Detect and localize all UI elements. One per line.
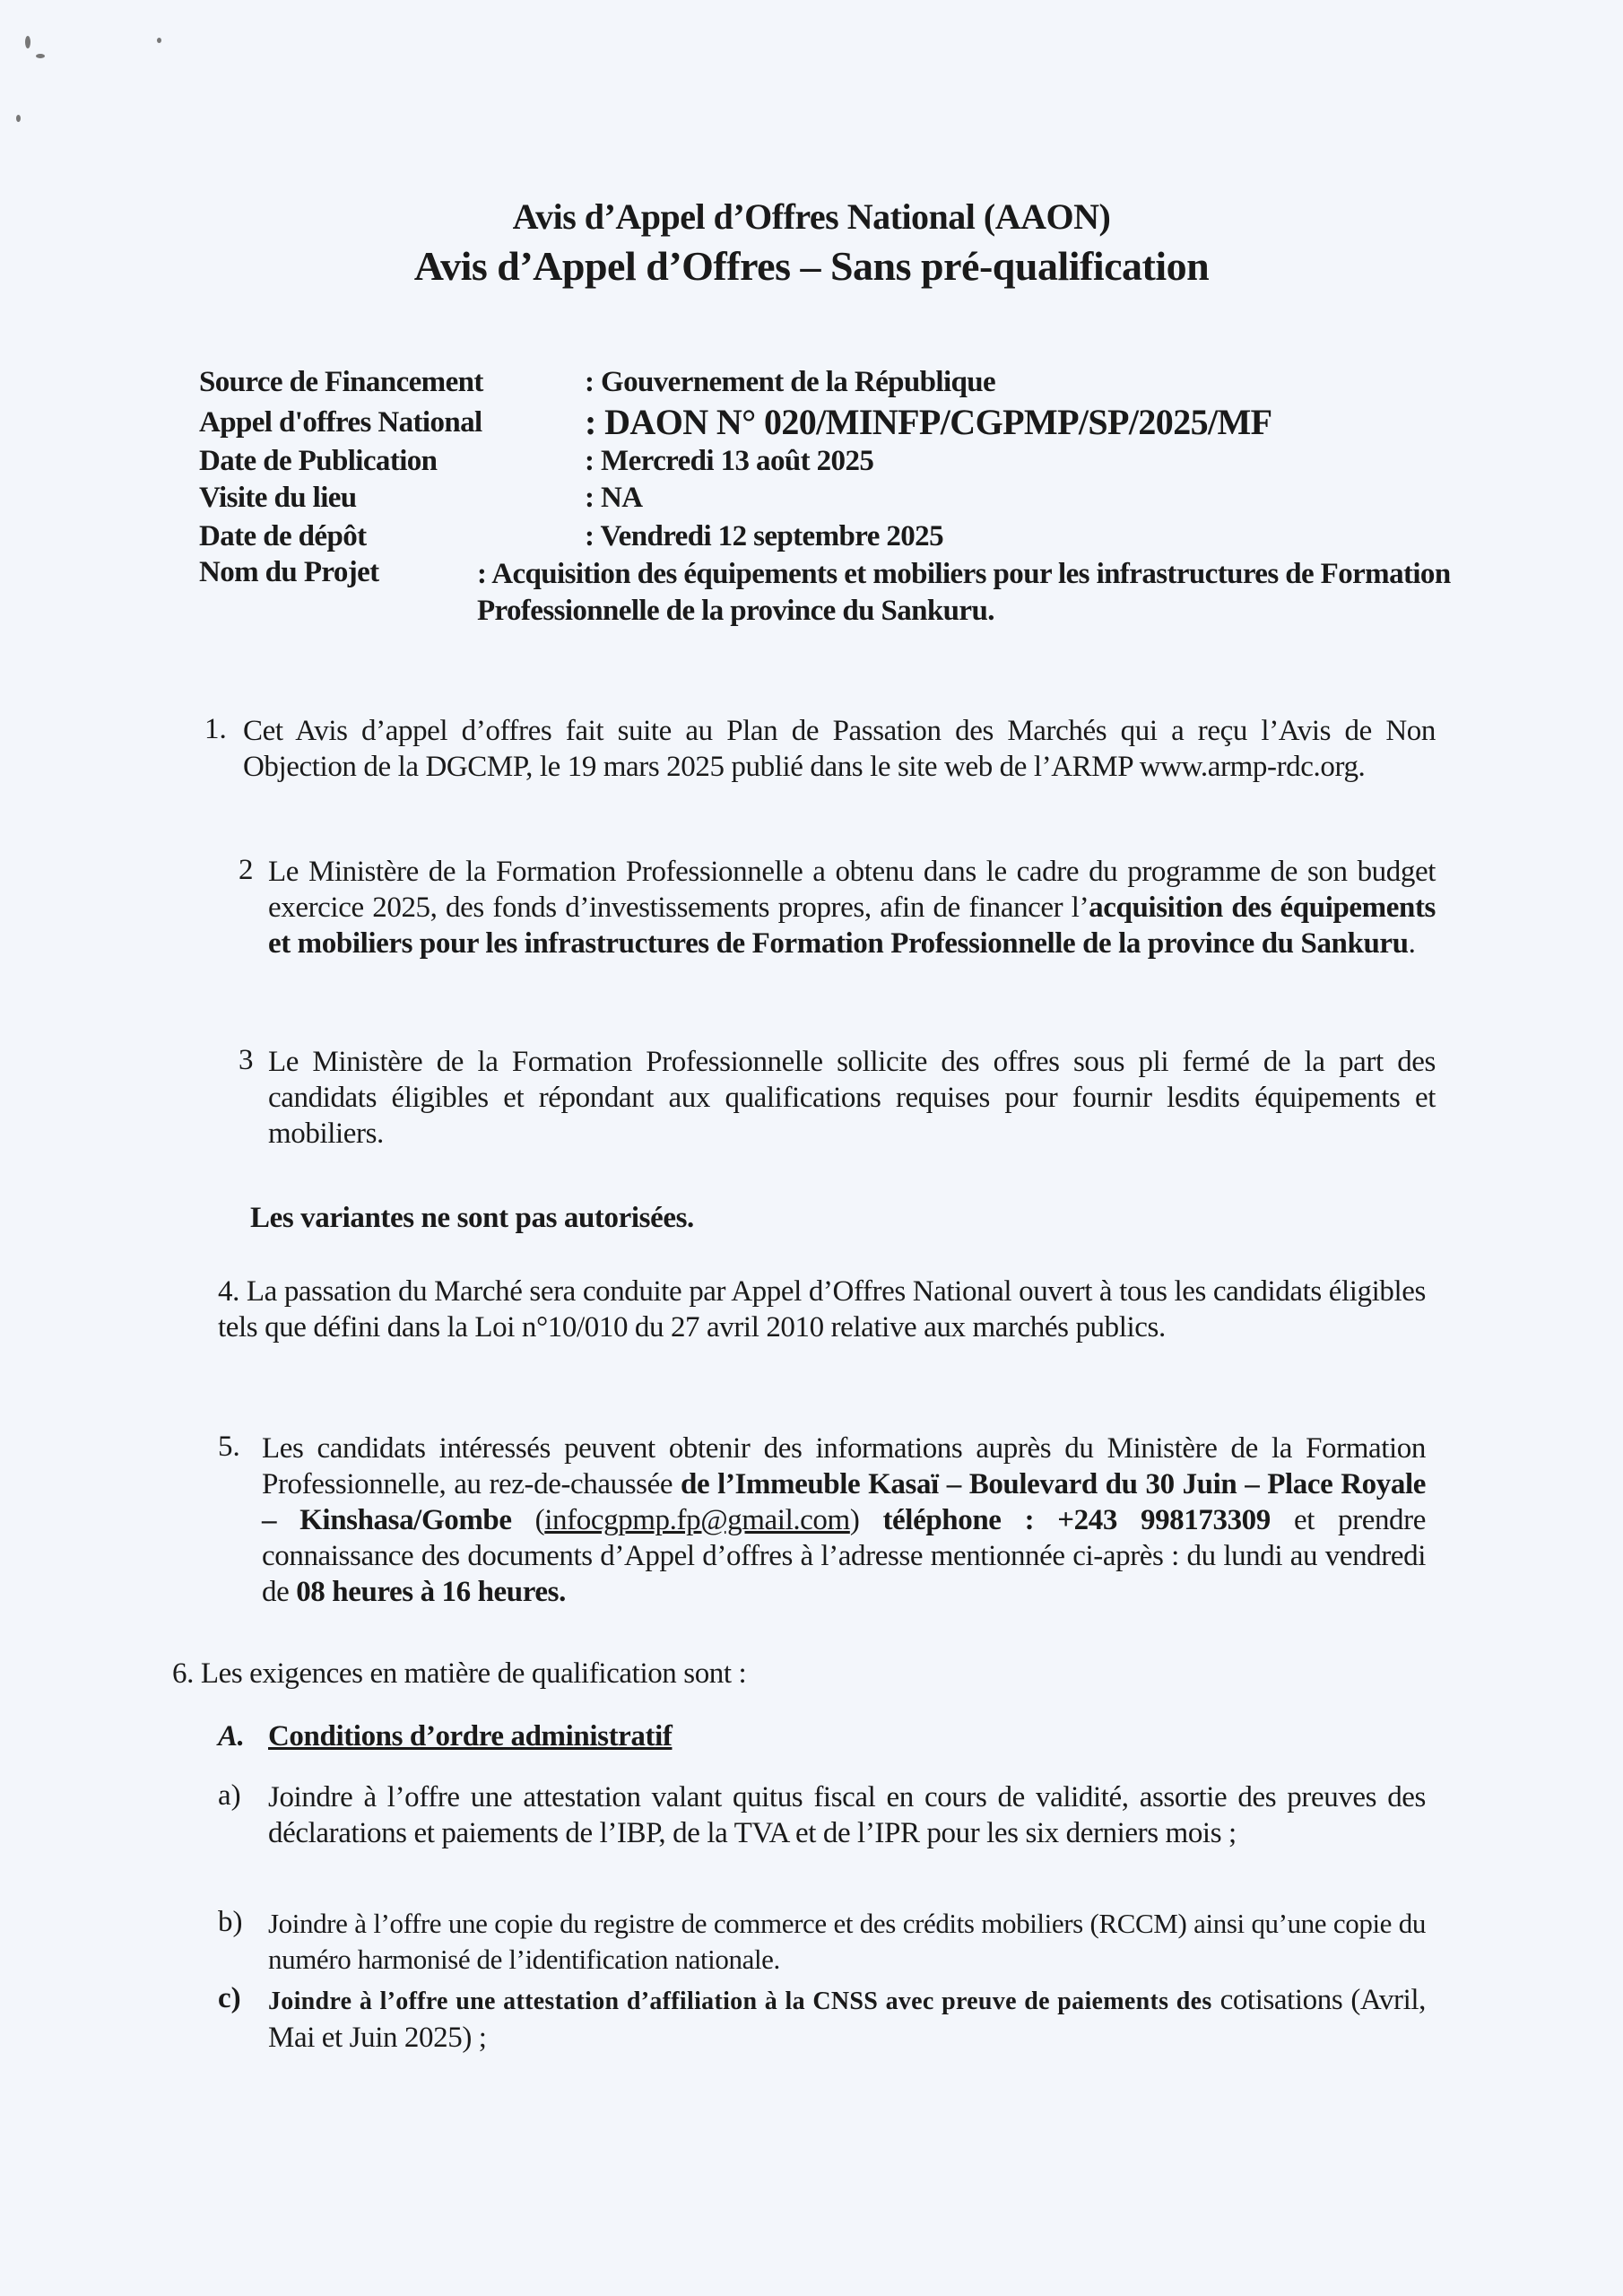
info-value: : Gouvernement de la République [585, 366, 996, 398]
scan-speck [25, 36, 30, 48]
para-text: . [1408, 927, 1416, 960]
para-number: 5. [218, 1431, 240, 1463]
para-text: et prendre connaissance des documents d’Appel d’offres à l’adresse mentionnée ci-après : du lundi au vendredi de [262, 1504, 1426, 1608]
item-letter: b) [218, 1906, 243, 1938]
paragraph-4 [218, 1274, 1426, 1345]
paragraph-1: Cet Avis d’appel d’offres fait suite au Plan de Passation des Marchés qui a reçu l’Avis de Non Objection de la DGCMP, le 19 mars 2025 publié dans le site web de l’ARMP www.armp-rdc.org. [243, 715, 1436, 783]
item-c [268, 1982, 1426, 2056]
info-label: Nom du Projet [199, 556, 379, 588]
para-bold-text: acquisition des équipements et mobiliers pour les infrastructures de Formation Professionnelle de la province du Sankuru [268, 891, 1436, 960]
section-a-heading [218, 1718, 673, 1754]
info-label: Source de Financement [199, 366, 483, 398]
info-value: : Mercredi 13 août 2025 [585, 445, 874, 477]
scan-speck [36, 54, 45, 58]
paragraph-5 [262, 1431, 1426, 1610]
item-letter: a) [218, 1779, 241, 1812]
para-number: 3 [239, 1044, 254, 1076]
info-label: Appel d'offres National [199, 406, 482, 439]
info-value: : Acquisition des équipements et mobiliers pour les infrastructures de Formation Professionnelle de la province du Sankuru. [477, 558, 1451, 627]
info-label: Date de dépôt [199, 520, 367, 552]
info-label: Date de Publication [199, 445, 438, 477]
para-number: 1. [204, 713, 227, 745]
para-text: Le Ministère de la Formation Professionnelle a obtenu dans le cadre du programme de son budget exercice 2025, des fonds d’investissements propres, afin de financer l’ [268, 856, 1436, 924]
scan-speck [16, 115, 21, 122]
para-text: Les candidats intéressés peuvent obtenir des informations auprès du Ministère de la Formation Professionnelle, au rez-de-chaussée [262, 1432, 1426, 1500]
info-label: Visite du lieu [199, 482, 357, 514]
para-text: ( [511, 1504, 545, 1536]
info-value: : DAON N° 020/MINFP/CGPMP/SP/2025/MF [585, 402, 1272, 442]
section-letter: A. [218, 1720, 245, 1752]
paragraph-2 [268, 854, 1436, 961]
para-number: 6. [172, 1657, 194, 1690]
title-line-1: Avis d’Appel d’Offres National (AAON) [512, 196, 1111, 237]
phone: téléphone : +243 998173309 [859, 1504, 1271, 1536]
info-value: : NA [585, 482, 643, 514]
info-value: : Vendredi 12 septembre 2025 [585, 520, 943, 552]
item-letter: c) [218, 1982, 241, 2014]
item-bold-text: Joindre à l’offre une attestation d’affiliation à la CNSS avec preuve de paiements des [268, 1987, 1212, 2015]
scan-speck [157, 38, 161, 43]
hours: 08 heures à 16 heures. [296, 1576, 566, 1608]
item-text: cotisations (Avril, Mai et Juin 2025) ; [268, 1984, 1426, 2054]
para-number: 4. [218, 1275, 239, 1308]
section-title: Conditions d’ordre administratif [268, 1720, 673, 1752]
paragraph-3: Le Ministère de la Formation Professionnelle sollicite des offres sous pli fermé de la part des candidats éligibles et répondant aux qualifications requises pour fournir lesdits équipements et mobiliers. [268, 1046, 1436, 1150]
address: de l’Immeuble Kasaï – Boulevard du 30 Juin – Place Royale – Kinshasa/Gombe [262, 1468, 1426, 1536]
paragraph-6 [172, 1656, 746, 1692]
variantes-note: Les variantes ne sont pas autorisées. [250, 1202, 694, 1234]
para-text: ) [849, 1504, 860, 1536]
para-number: 2 [239, 854, 254, 886]
para-text: Les exigences en matière de qualification sont : [200, 1657, 747, 1690]
item-b: Joindre à l’offre une copie du registre de commerce et des crédits mobiliers (RCCM) ainsi qu’une copie du numéro harmonisé de l’identification nationale. [268, 1908, 1426, 1975]
email-link[interactable]: infocgpmp.fp@gmail.com [544, 1504, 850, 1536]
para-text: La passation du Marché sera conduite par Appel d’Offres National ouvert à tous les candidats éligibles tels que défini dans la Loi n°10/010 du 27 avril 2010 relative aux marchés publics. [218, 1275, 1426, 1344]
title-line-2: Avis d’Appel d’Offres – Sans pré-qualification [413, 243, 1210, 289]
item-a: Joindre à l’offre une attestation valant quitus fiscal en cours de validité, assortie des preuves des déclarations et paiements de l’IBP, de la TVA et de l’IPR pour les six derniers mois ; [268, 1781, 1426, 1849]
